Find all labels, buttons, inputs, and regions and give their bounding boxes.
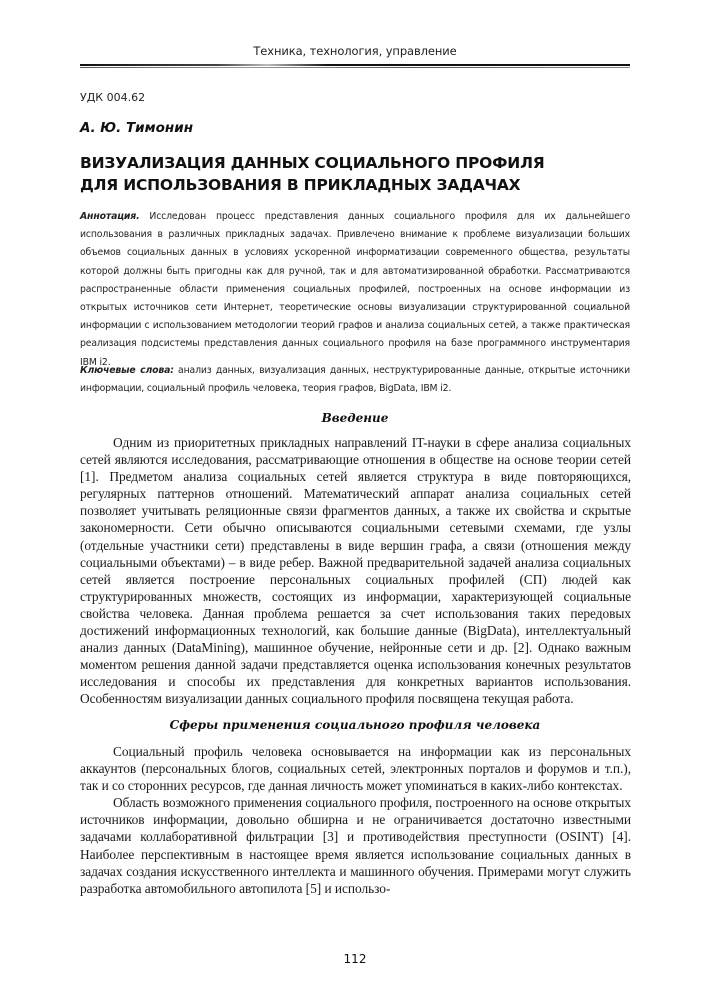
running-header: Техника, технология, управление [253,44,457,58]
page-number: 112 [343,952,367,966]
author-name: А. Ю. Тимонин [80,120,194,136]
keywords-label: Ключевые слова: [80,365,174,376]
section-body-introduction [80,434,631,708]
header-rule [80,64,630,68]
keywords [80,362,630,398]
abstract-label: Аннотация. [80,211,140,222]
section-body-application-areas [80,743,631,897]
header-rule-thick [80,64,630,66]
keywords-text: анализ данных, визуализация данных, неструктурированные данные, открытые источники информации, социальный профиль человека, теория графов, BigData, IBM i2. [80,365,630,395]
udk-code: УДК 004.62 [80,91,146,104]
section-heading-application-areas: Сферы применения социального профиля человека [169,718,541,732]
article-title [80,152,640,196]
abstract [80,208,630,372]
header-rule-thin [80,67,630,68]
paragraph: Одним из приоритетных прикладных направлений IT-науки в сфере анализа социальных сетей являются исследования, рассматривающие отношения в обществе на основе теории сетей [1]. Предметом анализа социальных сетей является структура в виде повторяющихся, регулярных паттернов отношений. Математический аппарат анализа социальных сетей позволяет учитывать реляционные связи фрагментов данных, а также их свойства и скрытые закономерности. Сети обычно описываются социальными сетевыми схемами, где узлы (отдельные участники сети) представлены в виде вершин графа, а связи (отношения между социальными объектами) – в виде ребер. Важной предварительной задачей анализа социальных сетей является построение персональных социальных профилей (СП) людей как структурированных множеств, состоящих из информации, характеризующей социальные свойства человека. Данная проблема решается за счет использования таких передовых достижений информационных технологий, как большие данные (BigData), интеллектуальный анализ данных (DataMining), машинное обучение, нейронные сети и др. [2]. Однако важным моментом решения данной задачи представляется оценка использования конечных результатов исследования и способы их представления для конкретных вариантов использования. Особенностям визуализации данных социального профиля посвящена текущая работа. [80,435,631,707]
paragraph: Область возможного применения социального профиля, построенного на основе открытых источников информации, довольно обширна и не ограничивается достаточно известными задачами коллаборативной фильтрации [3] и противодействия преступности (OSINT) [4]. Наиболее перспективным в настоящее время является использование социальных данных в задачах создания искусственного интеллекта и машинного обучения. Примерами могут служить разработка автомобильного автопилота [5] и использо- [80,795,631,896]
section-heading-introduction: Введение [321,411,389,425]
abstract-text: Исследован процесс представления данных социального профиля для их дальнейшего использования в различных прикладных задачах. Привлечено внимание к проблеме визуализации больших объемов социальных данных в условиях ускоренной информатизации современного общества, результаты которой должны быть пригодны как для ручной, так и для автоматизированной обработки. Рассматриваются распространенные области применения социальных профилей, построенных на основе информации из открытых источников сети Интернет, теоретические основы визуализации структурированной социальной информации с использованием методологии теорий графов и анализа социальных сетей, а также практическая реализация подсистемы представления данных социального профиля на базе программного инструментария IBM i2. [80,211,630,368]
paragraph: Социальный профиль человека основывается на информации как из персональных аккаунтов (персональных блогов, социальных сетей, электронных порталов и форумов и т.п.), так и со сторонних ресурсов, где данная личность может упоминаться в каких-либо контекстах. [80,744,631,794]
article-title-line: ВИЗУАЛИЗАЦИЯ ДАННЫХ СОЦИАЛЬНОГО ПРОФИЛЯ [80,154,545,172]
article-title-line: ДЛЯ ИСПОЛЬЗОВАНИЯ В ПРИКЛАДНЫХ ЗАДАЧАХ [80,176,521,194]
